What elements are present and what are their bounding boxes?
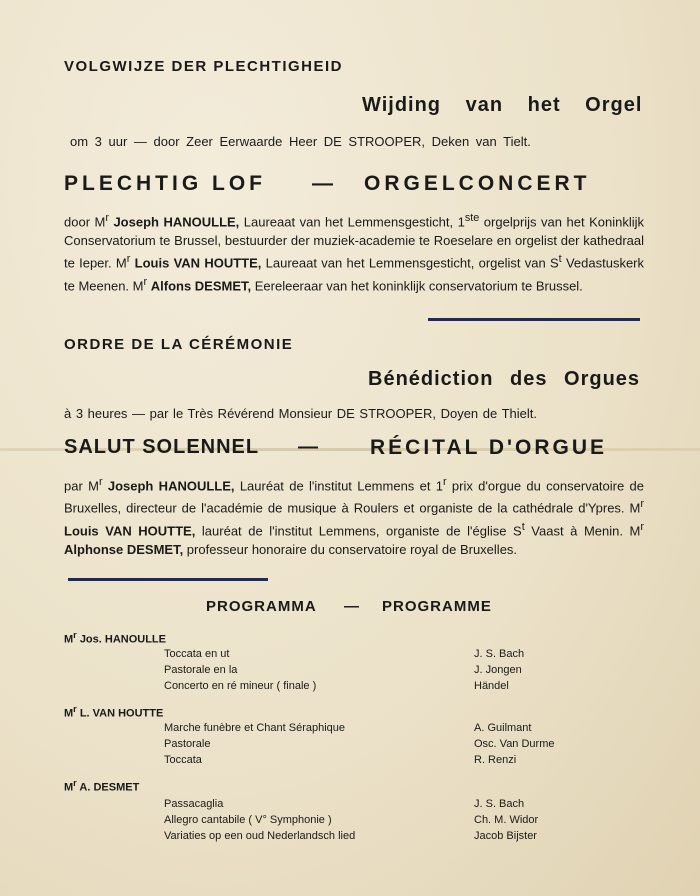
- piece-composer: J. S. Bach: [474, 798, 525, 810]
- para-text: Eereleeraar van het koninklijk conservatorium te Brussel.: [251, 277, 583, 293]
- section1-title: Wijding van het Orgel: [362, 94, 643, 116]
- section2-subline: à 3 heures — par le Très Révérend Monsieur DE STROOPER, Doyen de Thielt.: [64, 406, 538, 421]
- para-sup: t: [521, 520, 525, 533]
- performer-name: Jos. HANOULLE: [79, 633, 166, 646]
- performer-name: L. VAN HOUTTE: [79, 707, 164, 720]
- section2-heading: ORDRE DE LA CÉRÉMONIE: [64, 336, 294, 353]
- piece-composer: A. Guilmant: [474, 722, 532, 734]
- performer-name: Louis VAN HOUTTE,: [64, 522, 196, 538]
- section1-rule: [428, 318, 640, 321]
- para-text: prix d'orgue du conservatoire de Bruxelles, directeur de l'académie de musique à Roulers et organiste de la cathédrale d'Ypres. M: [64, 478, 644, 516]
- piece-composer: Ch. M. Widor: [474, 814, 539, 826]
- section2-banner-right: RÉCITAL D'ORGUE: [370, 436, 608, 459]
- piece-title: Pastorale: [164, 738, 211, 750]
- section2-paragraph: [64, 473, 644, 559]
- para-sup: r: [640, 498, 644, 511]
- para-sup: r: [126, 253, 131, 266]
- piece-composer: J. Jongen: [474, 664, 522, 676]
- piece-title: Toccata: [164, 754, 202, 766]
- piece-title: Variaties op een oud Nederlandsch lied: [164, 830, 356, 842]
- section1-banner-dash: —: [312, 172, 337, 195]
- para-text: Vaast à Menin. M: [524, 522, 641, 538]
- para-text: lauréat de l'institut Lemmens, organiste de l'église S: [195, 522, 522, 538]
- para-text: Lauréat de l'institut Lemmens et 1: [234, 478, 443, 494]
- programme-heading-dash: —: [344, 598, 360, 615]
- performer-prefix: M: [64, 707, 74, 720]
- performer-name: Joseph HANOULLE,: [107, 478, 235, 494]
- section1-banner-right: ORGELCONCERT: [364, 172, 591, 195]
- performer-heading: [64, 630, 166, 646]
- section2-banner-left: SALUT SOLENNEL: [64, 436, 260, 458]
- performer-prefix: M: [64, 781, 74, 794]
- para-text: orgelprijs van het Koninklijk Conservatorium te Brussel, bestuurder der muziek-academie te Roeselare en orgelist der kathedraal te Ieper. M: [64, 214, 644, 271]
- performer-heading: [64, 778, 139, 794]
- piece-title: Passacaglia: [164, 798, 224, 810]
- performer-name: Joseph HANOULLE,: [113, 214, 240, 230]
- piece-composer: J. S. Bach: [474, 648, 525, 660]
- section1-paragraph: [64, 209, 644, 295]
- para-sup: r: [105, 212, 109, 224]
- para-sup: r: [442, 476, 447, 488]
- para-text: Laureaat van het Lemmensgesticht, 1: [239, 214, 465, 230]
- performer-sup: r: [73, 630, 77, 640]
- programme-heading-left: PROGRAMMA: [206, 598, 317, 615]
- para-text: Vedastuskerk te Meenen. M: [64, 255, 645, 293]
- performer-sup: r: [73, 704, 77, 714]
- performer-heading: [64, 704, 163, 720]
- para-text: par M: [64, 478, 99, 494]
- performer-name: Alphonse DESMET,: [64, 541, 184, 557]
- piece-title: Concerto en ré mineur ( finale ): [164, 680, 317, 692]
- piece-title: Toccata en ut: [164, 648, 230, 660]
- piece-composer: R. Renzi: [474, 754, 517, 766]
- para-sup: r: [143, 275, 148, 288]
- para-sup: ste: [464, 212, 480, 224]
- performer-sup: r: [73, 778, 77, 788]
- piece-title: Allegro cantabile ( V° Symphonie ): [164, 814, 332, 826]
- piece-composer: Osc. Van Durme: [474, 738, 555, 750]
- section1-banner-left: PLECHTIG LOF: [64, 172, 266, 195]
- para-sup: r: [98, 476, 103, 488]
- performer-name: Louis VAN HOUTTE,: [134, 255, 262, 271]
- performer-name: A. DESMET: [79, 781, 140, 794]
- performer-name: Alfons DESMET,: [150, 277, 252, 293]
- piece-composer: Jacob Bijster: [474, 830, 537, 842]
- programme-heading-right: PROGRAMME: [382, 598, 492, 615]
- piece-title: Marche funèbre et Chant Séraphique: [164, 722, 346, 734]
- section2-banner-dash: —: [298, 436, 319, 458]
- performer-prefix: M: [64, 633, 74, 646]
- section1-subline: om 3 uur — door Zeer Eerwaarde Heer DE STROOPER, Deken van Tielt.: [70, 134, 531, 149]
- section1-heading: VOLGWIJZE DER PLECHTIGHEID: [64, 58, 344, 75]
- piece-title: Pastorale en la: [164, 664, 238, 676]
- para-text: Laureaat van het Lemmensgesticht, orgelist van S: [261, 255, 559, 271]
- para-sup: r: [640, 520, 644, 533]
- piece-composer: Händel: [474, 680, 509, 692]
- section2-rule: [68, 578, 268, 581]
- para-sup: t: [558, 253, 562, 266]
- section2-title: Bénédiction des Orgues: [368, 368, 641, 390]
- para-text: door M: [64, 214, 106, 230]
- para-text: professeur honoraire du conservatoire royal de Bruxelles.: [183, 541, 518, 557]
